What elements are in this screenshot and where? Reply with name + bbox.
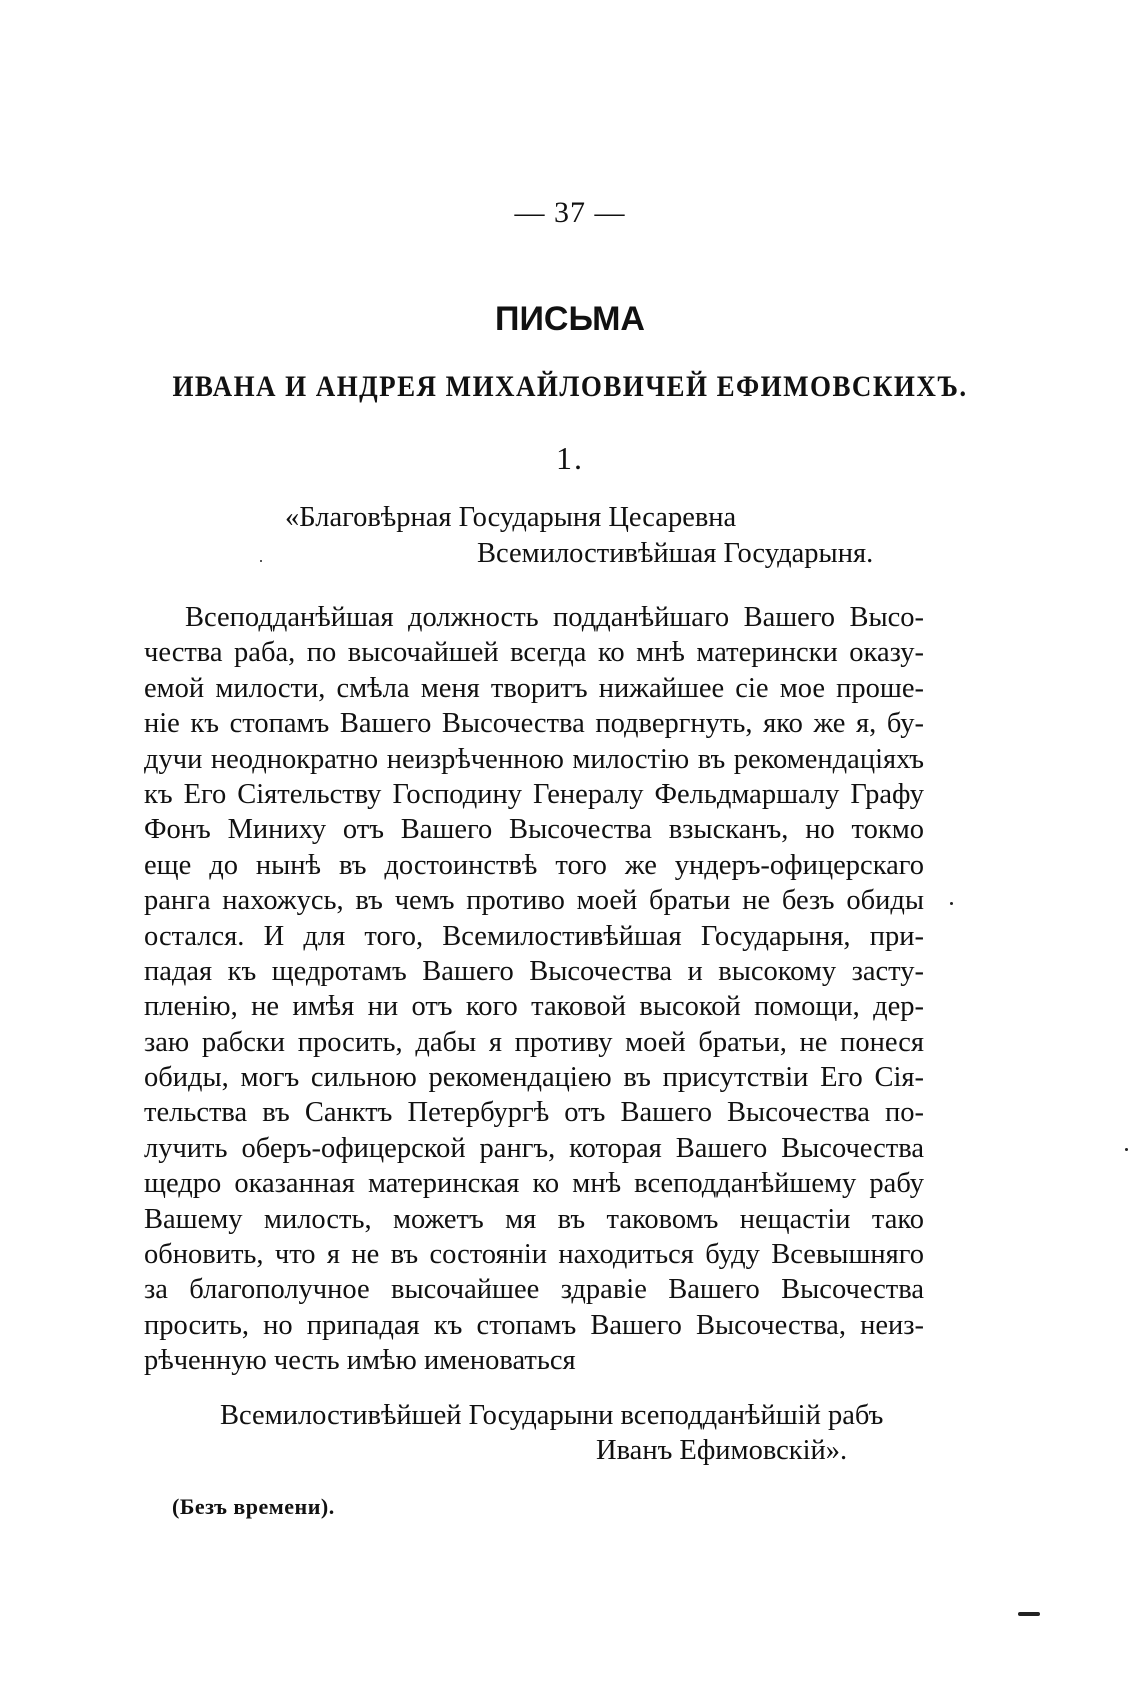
body-line: Фонъ Миниху отъ Вашего Высочества взысканъ, но токмо [144, 814, 924, 846]
date-note: (Безъ времени). [172, 1494, 335, 1519]
scan-speck [260, 560, 262, 562]
body-line: тельства въ Санктъ Петербургѣ отъ Вашего Высочества по- [144, 1097, 924, 1129]
body-line: дучи неоднократно неизрѣченною милостію въ рекомендаціяхъ [144, 743, 924, 775]
body-line: пленію, не имѣя ни отъ кого таковой высокой помощи, дер- [144, 991, 924, 1023]
body-line: заю рабски просить, дабы я противу моей братьи, не понеся [144, 1026, 924, 1058]
body-line: рѣченную честь имѣю именоваться [144, 1345, 576, 1377]
body-line: лучить оберъ-офицерской рангъ, которая Вашего Высочества [144, 1132, 924, 1164]
closing-line-1: Всемилостивѣйшей Государыни всеподданѣйшій рабъ [220, 1400, 884, 1431]
body-line: Всеподданѣйшая должность подданѣйшаго Вашего Высо- [185, 602, 924, 633]
body-line: Вашему милость, можетъ мя въ таковомъ нещастіи тако [144, 1203, 924, 1235]
body-line: еще до нынѣ въ достоинствѣ того же ундеръ-офицерскаго [144, 849, 924, 881]
closing-signature: Иванъ Ефимовскій». [596, 1435, 848, 1466]
page-number: — 37 — [514, 196, 626, 229]
letter-body [144, 600, 924, 1379]
salutation-line-1: «Благовѣрная Государыня Цесаревна [285, 502, 737, 533]
body-line: падая къ щедротамъ Вашего Высочества и высокому засту- [144, 955, 924, 987]
section-heading: ПИСЬМА [495, 300, 645, 338]
body-line: чества раба, по высочайшей всегда ко мнѣ матерински оказу- [144, 637, 924, 669]
section-subheading: ИВАНА И АНДРЕЯ МИХАЙЛОВИЧЕЙ ЕФИМОВСКИХЪ. [172, 370, 968, 403]
scan-speck [950, 902, 953, 905]
body-line: обиды, могъ сильною рекомендаціею въ присутствіи Его Сія- [144, 1062, 924, 1094]
body-line: просить, но припадая къ стопамъ Вашего Высочества, неиз- [144, 1309, 924, 1341]
body-line: за благополучное высочайшее здравіе Вашего Высочества [144, 1274, 924, 1306]
body-line: къ Его Сіятельству Господину Генералу Фельдмаршалу Графу [144, 778, 924, 810]
body-line: ранга нахожусь, въ чемъ противо моей братьи не безъ обиды [144, 885, 924, 917]
scan-speck [1125, 1148, 1128, 1151]
body-line: обновить, что я не въ состояніи находиться буду Всевышняго [144, 1239, 924, 1271]
body-line: щедро оказанная материнская ко мнѣ всеподданѣйшему рабу [144, 1168, 924, 1200]
scan-speck [1018, 1612, 1040, 1616]
salutation-line-2: Всемилостивѣйшая Государыня. [477, 538, 874, 569]
body-line: емой милости, смѣла меня творитъ нижайшее сіе мое проше- [144, 672, 924, 704]
body-line: остался. И для того, Всемилостивѣйшая Государыня, при- [144, 920, 924, 952]
body-line: ніе къ стопамъ Вашего Высочества подвергнуть, яко же я, бу- [144, 708, 924, 740]
letter-number: 1. [556, 440, 584, 476]
